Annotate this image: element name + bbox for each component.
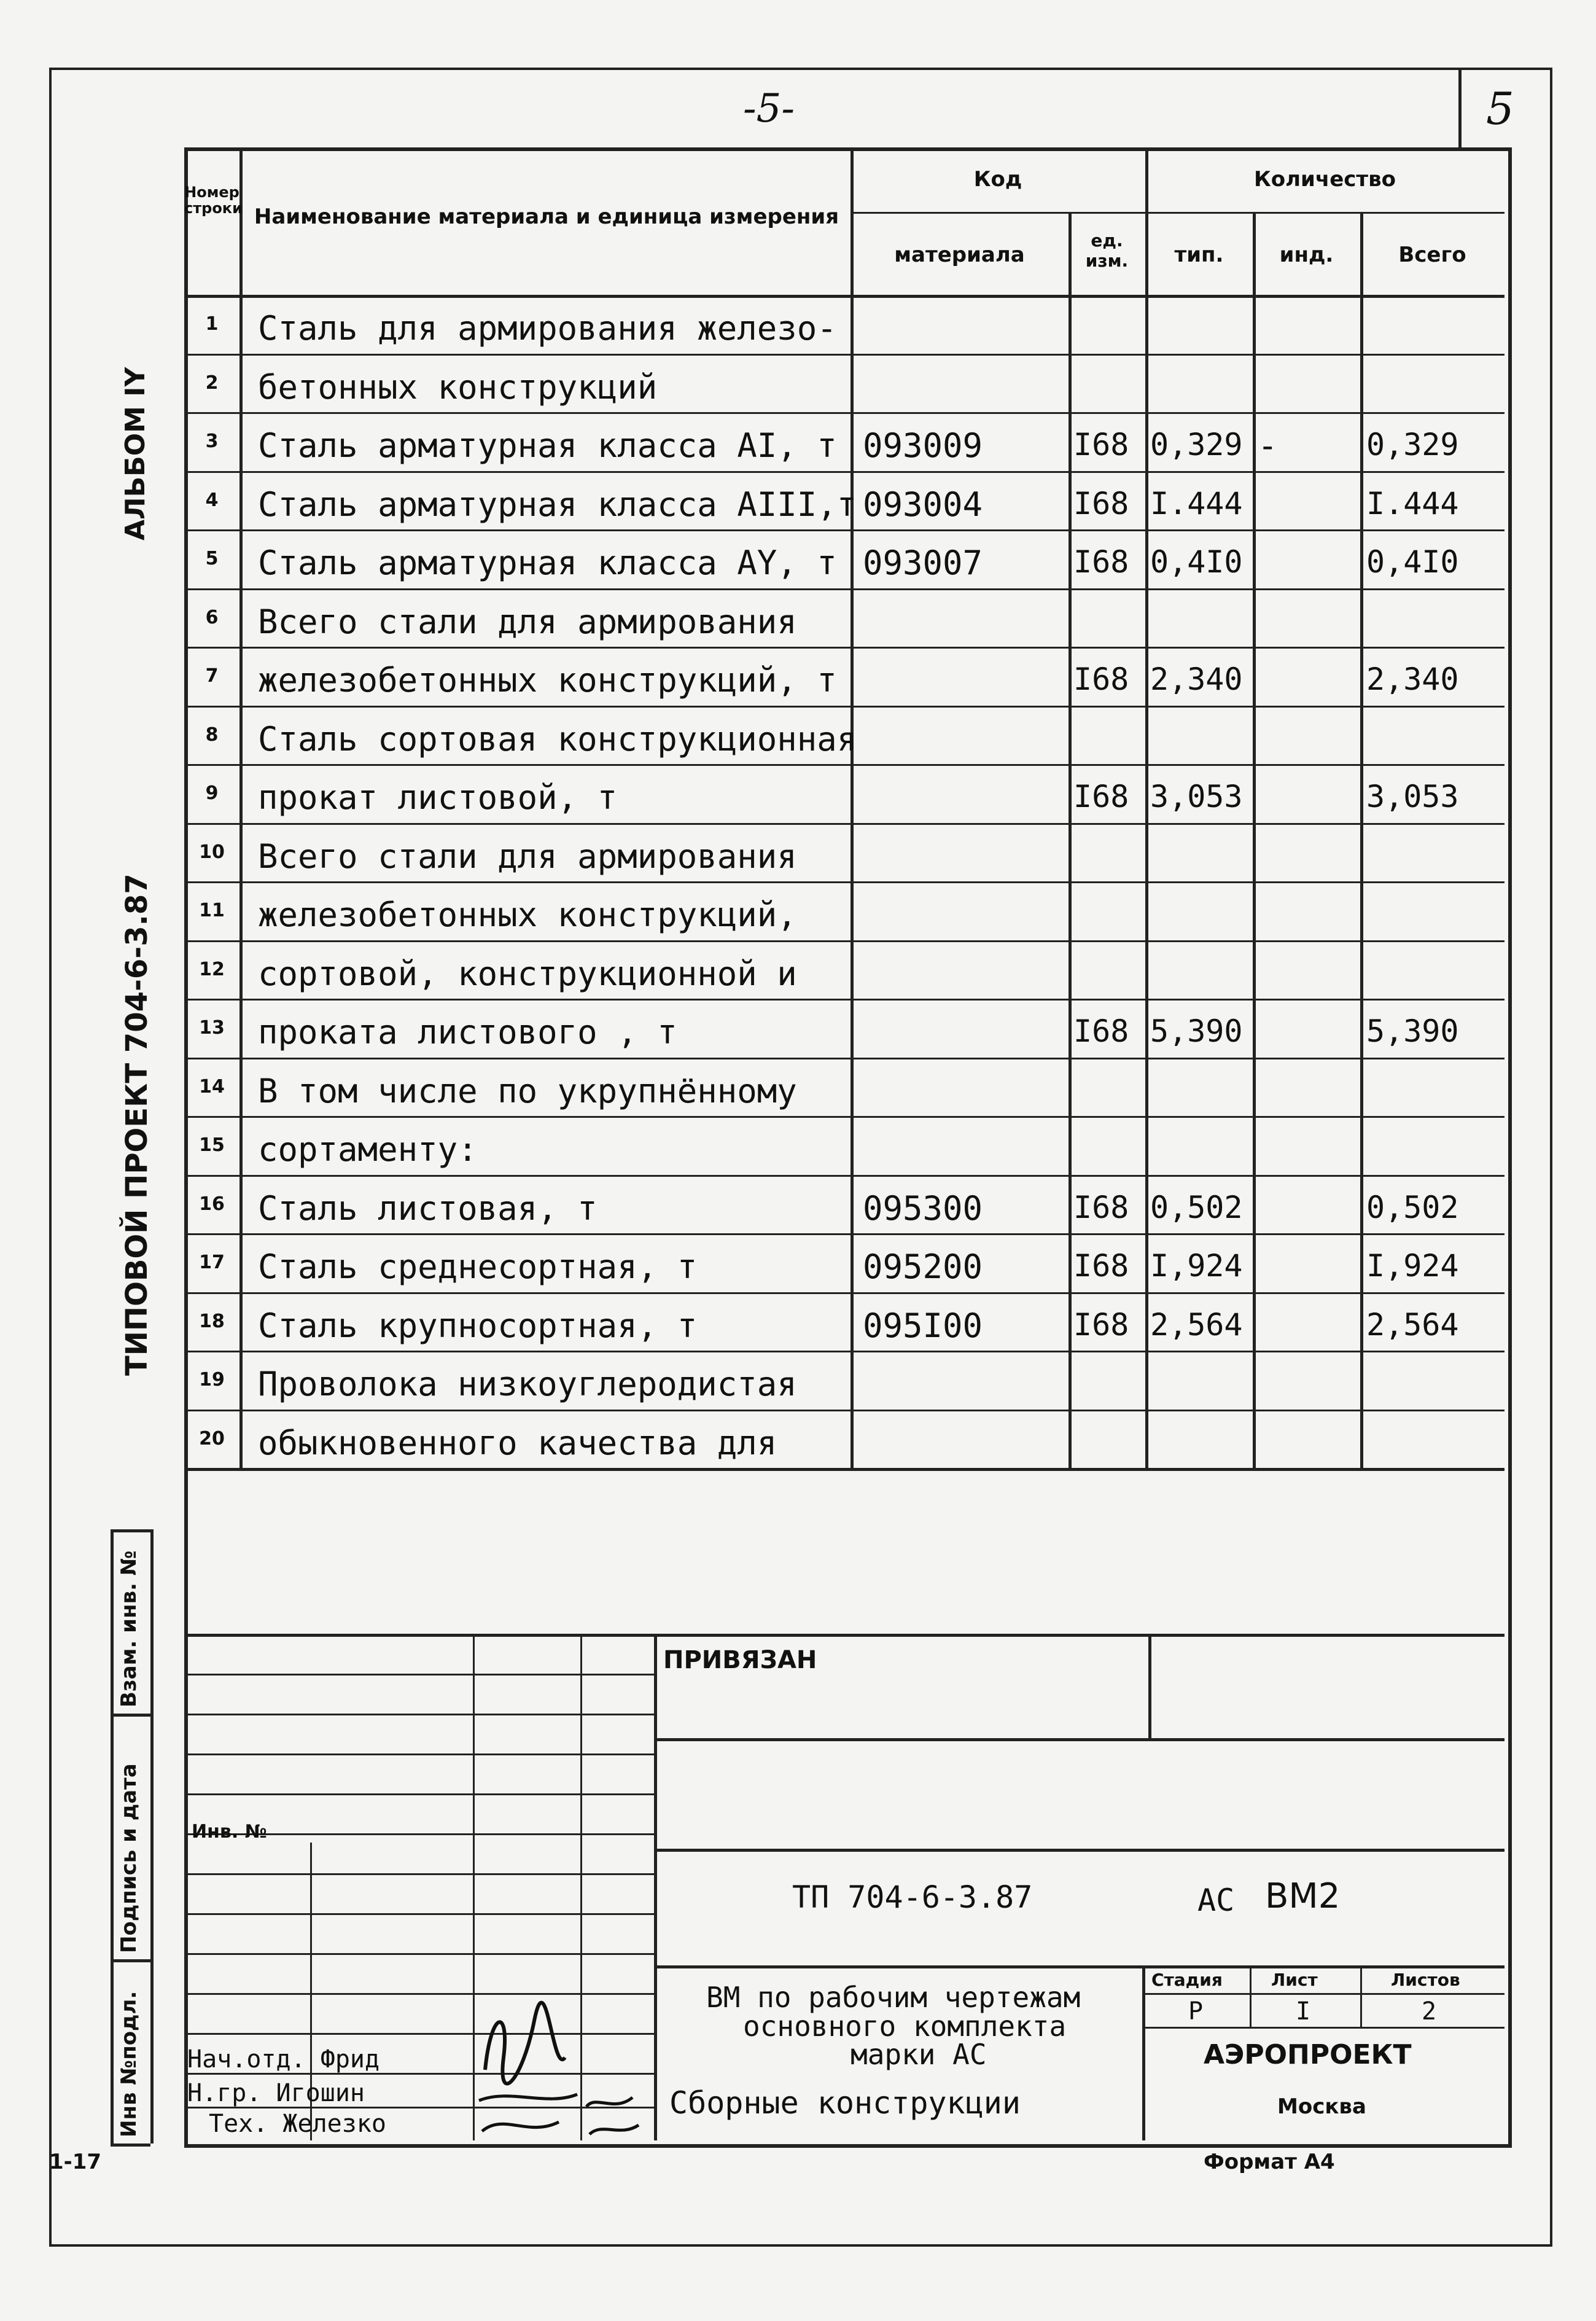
table-row-line	[184, 706, 1505, 708]
row-unit: I68	[1073, 661, 1129, 697]
row-name: бетонных конструкций	[258, 367, 658, 407]
row-tip: I.444	[1150, 485, 1243, 521]
table-row-line	[184, 823, 1505, 825]
table-row-line	[184, 412, 1505, 414]
stamp-left-row6	[184, 1873, 654, 1875]
header-name: Наименование материала и единица измерения	[254, 205, 839, 229]
row-number: 10	[199, 841, 225, 863]
stamp-stage-col1	[1250, 1965, 1251, 2027]
project-label: ТИПОВОЙ ПРОЕКТ 704-6-3.87	[120, 873, 154, 1376]
stage-value: Р	[1188, 1997, 1204, 2026]
row-number: 12	[199, 958, 225, 980]
table-row-line	[184, 1292, 1505, 1294]
stamp-left-row4	[184, 1793, 654, 1795]
row-number: 3	[205, 431, 219, 452]
row-number: 7	[205, 665, 219, 687]
table-row-line	[184, 529, 1505, 531]
header-bottom	[184, 295, 1505, 298]
row-name: сортаменту:	[258, 1130, 478, 1169]
sheets-value: 2	[1422, 1997, 1437, 2026]
stamp-stage-row	[1142, 1993, 1505, 1995]
row-code: 093004	[863, 485, 983, 524]
stage-label: Стадия	[1151, 1970, 1223, 1990]
col-unit-line	[1145, 147, 1148, 1468]
rows-bottom	[184, 1468, 1505, 1471]
row-name: прокат листовой, т	[258, 778, 618, 817]
row-number: 19	[199, 1369, 225, 1391]
row-tip: 3,053	[1150, 779, 1243, 814]
row-name: железобетонных конструкций, т	[258, 661, 837, 700]
album-label: АЛЬБОМ IY	[120, 367, 151, 540]
row-number: 2	[205, 372, 219, 394]
row-number: 1	[205, 313, 219, 335]
row-unit: I68	[1073, 1013, 1129, 1049]
table-row-line	[184, 354, 1505, 356]
row-number: 16	[199, 1193, 225, 1215]
title-line-4: Сборные конструкции	[669, 2085, 1021, 2121]
table-row-line	[184, 588, 1505, 590]
row-total: 0,4I0	[1366, 544, 1459, 580]
row-total: 5,390	[1366, 1013, 1459, 1049]
row-code: 095I00	[863, 1306, 983, 1345]
row-ind: -	[1258, 426, 1278, 465]
row-number: 8	[205, 724, 219, 746]
signature-row-2: Н.гр. Игошин	[187, 2079, 365, 2107]
stamp-stage-values-row	[1142, 2027, 1505, 2029]
col-code-line	[1069, 212, 1072, 1468]
title-line-1: ВМ по рабочим чертежам	[706, 1981, 1081, 2014]
doc-code: ТП 704-6-3.87	[792, 1879, 1033, 1915]
row-total: I,924	[1366, 1248, 1459, 1284]
table-row-line	[184, 471, 1505, 473]
col-name-line	[851, 147, 854, 1468]
row-name: Всего стали для армирования	[258, 602, 797, 641]
stamp-left-row2	[184, 1714, 654, 1715]
row-tip: 2,564	[1150, 1306, 1243, 1343]
header-qty-total: Всего	[1398, 243, 1466, 267]
table-row-line	[184, 1233, 1505, 1235]
table-row-line	[184, 881, 1505, 883]
row-name: Всего стали для армирования	[258, 837, 797, 876]
header-qty-ind: инд.	[1279, 243, 1334, 267]
side-box-div2	[111, 1959, 150, 1962]
side-box-top	[111, 1529, 150, 1532]
table-row-line	[184, 999, 1505, 1001]
row-name: сортовой, конструкционной и	[258, 954, 797, 993]
stamp-right-row1	[654, 1738, 1505, 1741]
header-code: Код	[973, 167, 1022, 192]
header-qty-tip: тип.	[1174, 243, 1224, 267]
row-name: В том числе по укрупнённому	[258, 1071, 797, 1110]
row-number: 9	[205, 782, 219, 804]
row-unit: I68	[1073, 544, 1129, 580]
footer-left: 1-17	[49, 2150, 102, 2174]
row-number: 15	[199, 1134, 225, 1156]
row-total: 2,340	[1366, 661, 1459, 697]
side-box-bottom	[111, 2144, 150, 2147]
row-unit: I68	[1073, 1189, 1129, 1225]
signature-row-1: Нач.отд. Фрид	[187, 2045, 380, 2073]
row-name: Сталь арматурная класса AI, т	[258, 426, 837, 465]
privyazan-label: ПРИВЯЗАН	[663, 1646, 817, 1674]
vzam-label: Взам. инв. №	[117, 1550, 141, 1707]
table-row-line	[184, 1175, 1505, 1177]
row-code: 095300	[863, 1188, 983, 1228]
inv-label: Инв. №	[192, 1821, 267, 1843]
title-line-2: основного комплекта	[743, 2010, 1067, 2043]
stamp-right-row3	[654, 1965, 1505, 1968]
header-qty: Количество	[1253, 167, 1396, 192]
stamp-left-row7	[184, 1913, 654, 1915]
header-rownum: Номер строки	[184, 184, 243, 217]
row-total: 3,053	[1366, 779, 1459, 814]
table-row-line	[184, 1410, 1505, 1411]
sheet-label: Лист	[1271, 1970, 1318, 1990]
row-name: Сталь среднесортная, т	[258, 1247, 698, 1286]
header-mid-code	[851, 212, 1505, 214]
privyazan-divider	[1148, 1634, 1151, 1738]
stamp-left-row1	[184, 1674, 654, 1675]
row-name: Сталь листовая, т	[258, 1188, 598, 1228]
row-number: 17	[199, 1252, 225, 1273]
row-number: 13	[199, 1017, 225, 1039]
row-number: 18	[199, 1310, 225, 1332]
row-number: 20	[199, 1427, 225, 1449]
table-row-line	[184, 1351, 1505, 1352]
header-code-unit: ед. изм.	[1085, 230, 1129, 271]
row-name: железобетонных конструкций,	[258, 895, 797, 934]
row-unit: I68	[1073, 1306, 1129, 1343]
stamp-top	[184, 1634, 1505, 1637]
row-name: Сталь крупносортная, т	[258, 1306, 698, 1345]
row-total: I.444	[1366, 485, 1459, 521]
table-row-line	[184, 647, 1505, 649]
inv-podl-label: Инв №подл.	[117, 1991, 141, 2137]
stamp-left-row8	[184, 1953, 654, 1955]
row-tip: 0,4I0	[1150, 544, 1243, 580]
row-number: 6	[205, 606, 219, 628]
row-name: проката листового , т	[258, 1013, 677, 1051]
signature-row-3: Тех. Железко	[209, 2110, 386, 2138]
sheets-label: Листов	[1391, 1970, 1460, 1990]
row-name: Сталь для армирования железо-	[258, 309, 837, 348]
sheet-value: I	[1296, 1997, 1311, 2026]
row-name: Сталь арматурная класса AY, т	[258, 544, 837, 582]
row-unit: I68	[1073, 1248, 1129, 1284]
row-name: Проволока низкоуглеродистая	[258, 1365, 797, 1403]
stamp-org-divider	[1142, 1965, 1145, 2140]
row-unit: I68	[1073, 485, 1129, 521]
col-rownum-line	[239, 147, 243, 1468]
row-code: 093007	[863, 544, 983, 582]
row-number: 11	[199, 900, 225, 921]
row-number: 4	[205, 489, 219, 511]
stamp-stage-col2	[1360, 1965, 1362, 2027]
row-number: 14	[199, 1075, 225, 1098]
table-row-line	[184, 1058, 1505, 1059]
row-total: 0,502	[1366, 1189, 1459, 1225]
row-name: Сталь арматурная класса AIII,т	[258, 485, 857, 524]
podpis-label: Подпись и дата	[117, 1763, 141, 1953]
stamp-left-row3	[184, 1753, 654, 1755]
handwritten-signature	[473, 1984, 657, 2144]
row-code: 095200	[863, 1247, 983, 1286]
side-box-right	[150, 1529, 154, 2144]
row-tip: 2,340	[1150, 661, 1243, 697]
footer-format: Формат А4	[1204, 2150, 1335, 2174]
row-number: 5	[205, 548, 219, 569]
side-box-div1	[111, 1714, 150, 1717]
row-total: 0,329	[1366, 427, 1459, 462]
table-row-line	[184, 764, 1505, 766]
row-unit: I68	[1073, 427, 1129, 462]
table-row-line	[184, 940, 1505, 942]
row-total: 2,564	[1366, 1306, 1459, 1343]
col-tip-line	[1253, 212, 1256, 1468]
stamp-right-row2	[654, 1849, 1505, 1852]
doc-mark-2: ВМ2	[1265, 1876, 1341, 1916]
row-tip: I,924	[1150, 1248, 1243, 1284]
col-ind-line	[1360, 212, 1363, 1468]
table-row-line	[184, 1116, 1505, 1118]
row-tip: 0,329	[1150, 427, 1243, 462]
page-number: 5	[1486, 83, 1514, 135]
page-marker: -5-	[743, 86, 795, 131]
row-tip: 0,502	[1150, 1189, 1243, 1225]
row-unit: I68	[1073, 779, 1129, 814]
header-code-material: материала	[894, 243, 1025, 267]
row-code: 093009	[863, 426, 983, 465]
org-name: АЭРОПРОЕКТ	[1204, 2039, 1412, 2070]
side-box-left	[111, 1529, 114, 2144]
row-tip: 5,390	[1150, 1013, 1243, 1049]
org-city: Москва	[1277, 2094, 1366, 2119]
page-number-divider	[1458, 68, 1462, 147]
row-name: обыкновенного качества для	[258, 1423, 777, 1462]
row-name: Сталь сортовая конструкционная	[258, 719, 857, 759]
doc-mark: АС	[1197, 1882, 1235, 1918]
title-line-3: марки АС	[851, 2038, 987, 2071]
